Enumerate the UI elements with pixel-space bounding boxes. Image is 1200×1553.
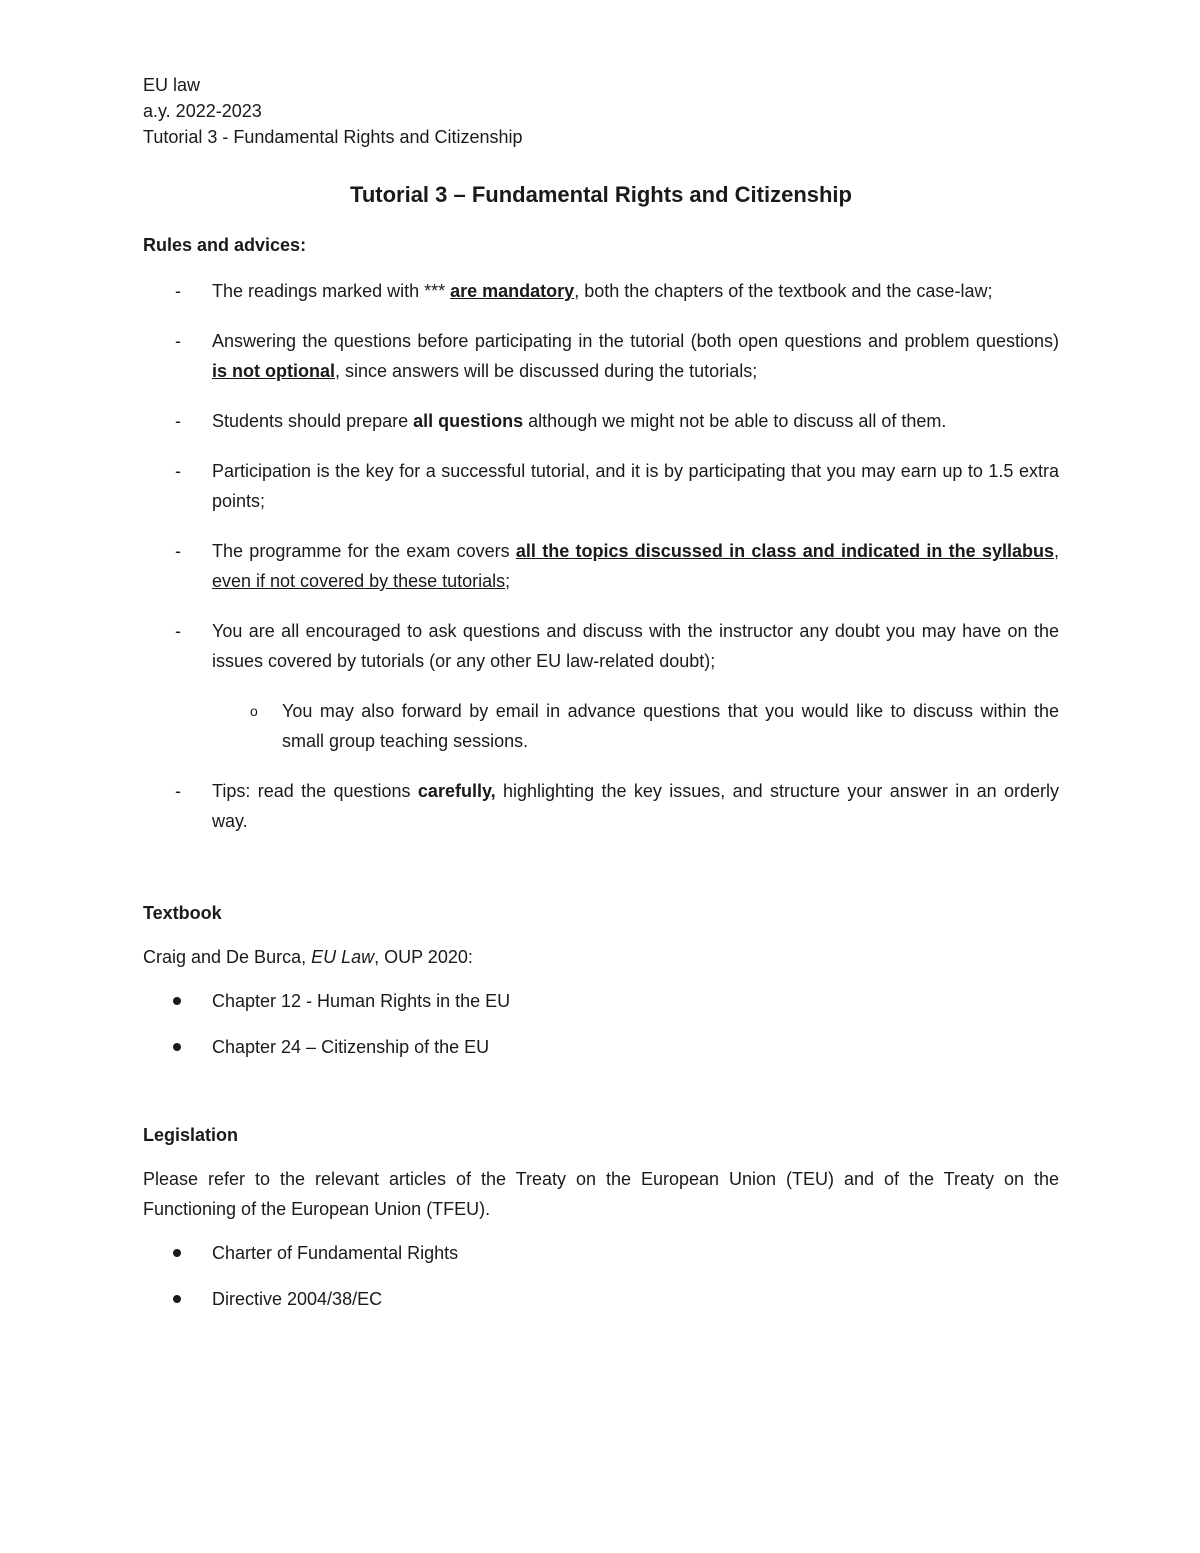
rule-item (143, 406, 1059, 436)
rule-item (143, 776, 1059, 836)
rule-sublist (212, 696, 1059, 756)
textbook-citation (143, 942, 1059, 972)
chapter-text: Chapter 12 - Human Rights in the EU (212, 991, 511, 1011)
rule-text: although we might not be able to discuss all of them. (523, 411, 947, 431)
rule-text: ; (505, 571, 511, 591)
bullet-icon (173, 997, 181, 1005)
bullet-icon (173, 1043, 181, 1051)
rule-text: The readings marked with *** (212, 281, 451, 301)
rule-emphasis: are mandatory (450, 281, 575, 301)
dash-marker: - (175, 621, 181, 641)
rule-emphasis: carefully, (417, 781, 496, 801)
chapter-text: Chapter 24 – Citizenship of the EU (212, 1037, 490, 1057)
dash-marker: - (175, 281, 181, 301)
rule-item (143, 276, 1059, 306)
legislation-item (143, 1284, 1059, 1314)
rule-item (143, 326, 1059, 386)
rule-text: The programme for the exam covers (212, 541, 516, 561)
rule-emphasis: all questions (413, 411, 524, 431)
rule-text: highlighting the key issues, and structure your answer in an orderly way. (212, 781, 1059, 831)
chapter-item (143, 986, 1059, 1016)
rule-emphasis: all the topics discussed in class and indicated in the syllabus (515, 541, 1054, 561)
rule-item (143, 456, 1059, 516)
rule-text: , (1054, 541, 1060, 561)
rule-subitem (212, 696, 1059, 756)
legislation-intro: Please refer to the relevant articles of the Treaty on the European Union (TEU) and of the Treaty on the Functioning of the European Union (TFEU). (143, 1169, 1059, 1219)
rule-subtext: You may also forward by email in advance questions that you would like to discuss within the small group teaching sessions. (282, 701, 1059, 751)
rule-text: Students should prepare (212, 411, 414, 431)
rule-item (143, 536, 1059, 596)
rules-heading: Rules and advices: (143, 235, 307, 255)
bullet-icon (173, 1249, 181, 1257)
header-course: EU law (143, 75, 201, 95)
rule-text: Tips: read the questions (212, 781, 418, 801)
citation-authors: Craig and De Burca, (143, 947, 312, 967)
rule-text: Answering the questions before participating in the tutorial (both open questions and problem questions) (212, 331, 1059, 351)
rule-emphasis: is not optional (212, 361, 335, 381)
legislation-item (143, 1238, 1059, 1268)
rule-text: , since answers will be discussed during the tutorials; (335, 361, 758, 381)
rule-underline: even if not covered by these tutorials (212, 571, 506, 591)
header-year: a.y. 2022-2023 (143, 101, 262, 121)
legislation-list (143, 1238, 1059, 1314)
dash-marker: - (175, 461, 181, 481)
legislation-heading: Legislation (143, 1125, 239, 1145)
circle-marker: o (250, 703, 258, 719)
textbook-heading: Textbook (143, 903, 222, 923)
citation-title: EU Law (311, 947, 375, 967)
bullet-icon (173, 1295, 181, 1303)
rules-list (143, 276, 1059, 836)
rule-text: You are all encouraged to ask questions and discuss with the instructor any doubt you may have on the issues covered by tutorials (or any other EU law-related doubt); (212, 621, 1059, 671)
rule-text: Participation is the key for a successful tutorial, and it is by participating that you may earn up to 1.5 extra points; (212, 461, 1059, 511)
chapter-item (143, 1032, 1059, 1062)
dash-marker: - (175, 541, 181, 561)
dash-marker: - (175, 781, 181, 801)
rule-text: , both the chapters of the textbook and the case-law; (574, 281, 993, 301)
rule-item (143, 616, 1059, 756)
legislation-text: Directive 2004/38/EC (212, 1289, 383, 1309)
document-page (143, 72, 1059, 1330)
textbook-chapters (143, 986, 1059, 1062)
header-tutorial: Tutorial 3 - Fundamental Rights and Citizenship (143, 127, 523, 147)
dash-marker: - (175, 331, 181, 351)
document-title: Tutorial 3 – Fundamental Rights and Citizenship (350, 182, 852, 207)
dash-marker: - (175, 411, 181, 431)
legislation-text: Charter of Fundamental Rights (212, 1243, 459, 1263)
citation-publisher: , OUP 2020: (374, 947, 473, 967)
